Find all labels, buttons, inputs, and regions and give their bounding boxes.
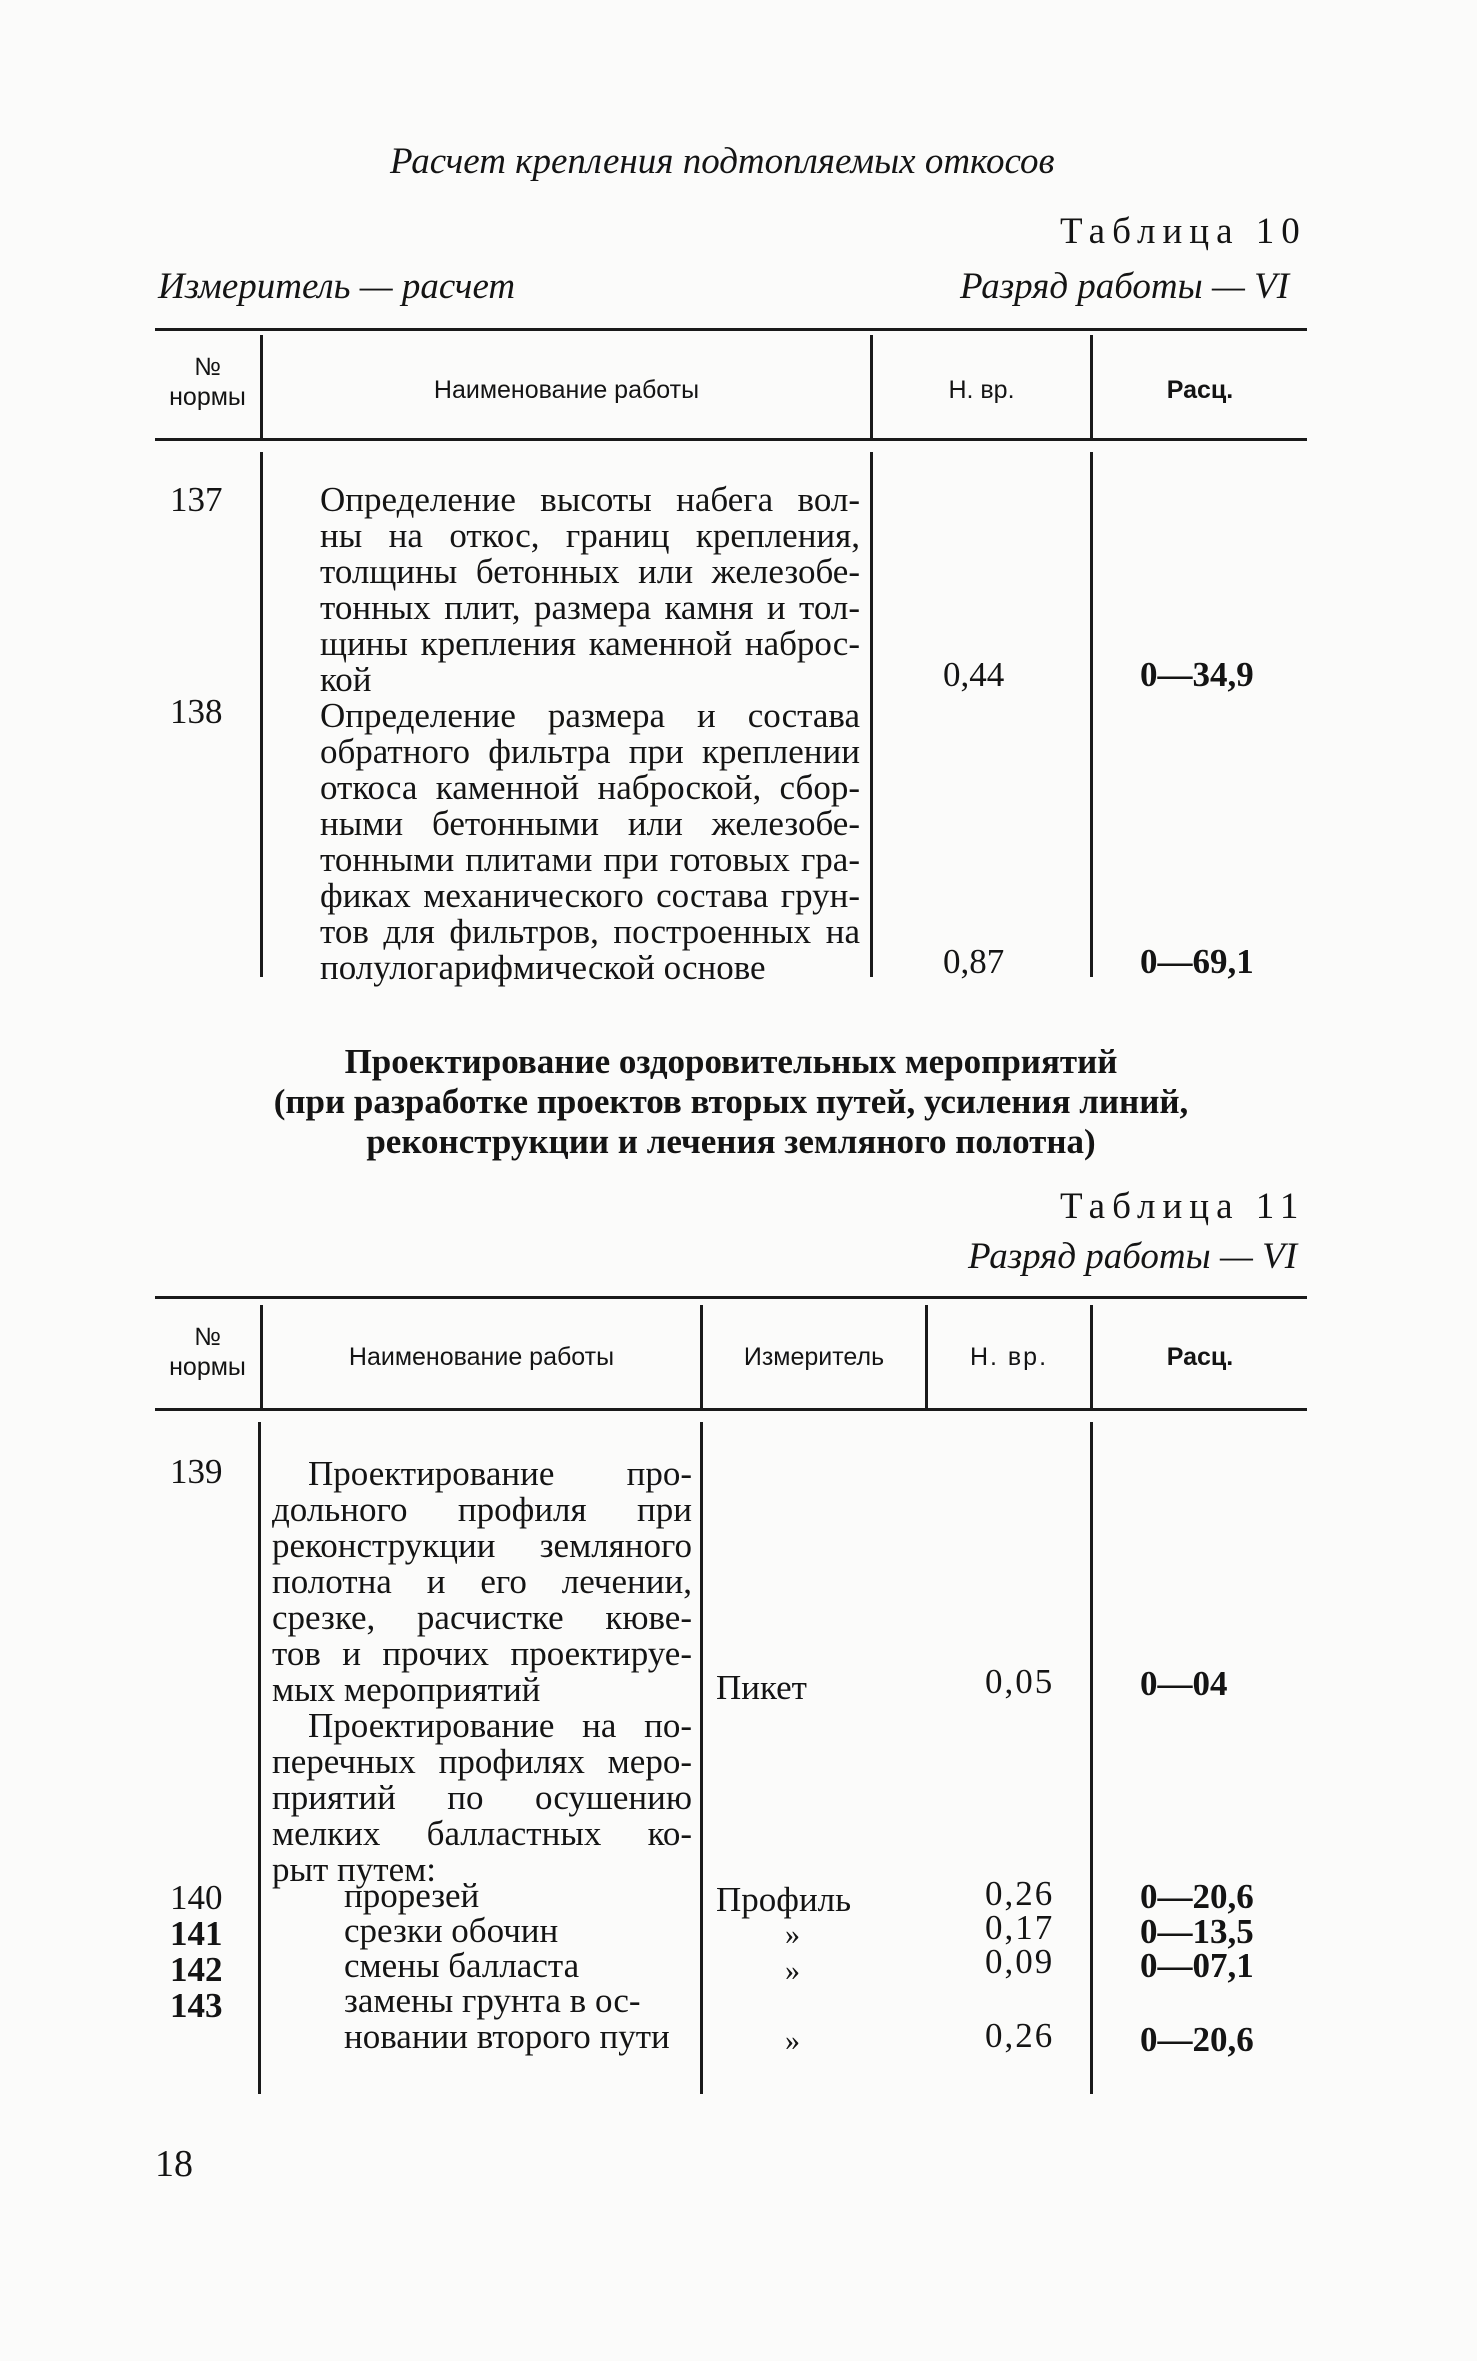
table10-header-rate: Расц. bbox=[1166, 376, 1234, 404]
row-rate: 0—07,1 bbox=[1140, 1946, 1254, 1985]
table11-body-divider bbox=[700, 1422, 703, 2094]
desc-line: новании второго пути bbox=[344, 2017, 670, 2056]
desc-line: реконструкции земляного bbox=[272, 1526, 692, 1565]
desc-line: полулогарифмической основе bbox=[320, 948, 766, 987]
intro-description bbox=[272, 1708, 692, 1888]
desc-line: замены грунта в ос- bbox=[344, 1981, 641, 2020]
row-measure: » bbox=[785, 1918, 800, 1951]
desc-line: кой bbox=[320, 660, 372, 699]
header-no-word: нормы bbox=[169, 383, 246, 411]
table11-header-hvr: Н. вр. bbox=[969, 1343, 1049, 1371]
desc-line: ны на откос, границ крепления, bbox=[320, 516, 860, 555]
desc-line: рыт путем: bbox=[272, 1850, 436, 1889]
row-description: прорезей bbox=[344, 1876, 480, 1915]
desc-line: тонными плитами при готовых гра- bbox=[320, 840, 860, 879]
row-description bbox=[320, 482, 860, 698]
table10-header-name: Наименование работы bbox=[433, 376, 700, 404]
desc-line: полотна и его лечении, bbox=[272, 1562, 692, 1601]
table10-grade: Разряд работы — VI bbox=[960, 266, 1290, 307]
table11-header-name: Наименование работы bbox=[348, 1343, 615, 1371]
row-description bbox=[320, 698, 860, 986]
row-number: 142 bbox=[170, 1950, 223, 1989]
table10-body-divider bbox=[870, 452, 873, 977]
table10-body-divider bbox=[1090, 452, 1093, 977]
desc-line: обратного фильтра при креплении bbox=[320, 732, 860, 771]
table10-body-divider bbox=[260, 452, 263, 977]
table10-label: Таблица 10 bbox=[1060, 211, 1307, 252]
section2-title-line: (при разработке проектов вторых путей, усиления линий, bbox=[273, 1082, 1189, 1121]
row-rate: 0—69,1 bbox=[1140, 942, 1254, 981]
row-hvr: 0,26 bbox=[985, 2016, 1055, 2055]
table11-label: Таблица 11 bbox=[1060, 1186, 1306, 1227]
row-description bbox=[272, 1456, 692, 1708]
section2-title-line: Проектирование оздоровительных мероприятий bbox=[344, 1042, 1118, 1081]
desc-line: приятий по осушению bbox=[272, 1778, 692, 1817]
row-hvr: 0,09 bbox=[985, 1942, 1055, 1981]
table11-grade: Разряд работы — VI bbox=[968, 1236, 1298, 1277]
row-rate: 0—04 bbox=[1140, 1664, 1228, 1703]
desc-line: щины крепления каменной наброс- bbox=[320, 624, 860, 663]
desc-line: ными бетонными или железобе- bbox=[320, 804, 860, 843]
row-hvr: 0,17 bbox=[985, 1908, 1055, 1947]
row-measure: Профиль bbox=[716, 1880, 852, 1919]
desc-line: Проектирование про- bbox=[308, 1454, 692, 1493]
row-hvr: 0,44 bbox=[943, 655, 1005, 694]
table11-header-rule bbox=[155, 1408, 1307, 1411]
row-description: срезки обочин bbox=[344, 1911, 559, 1950]
table11-body-divider bbox=[1090, 1422, 1093, 2094]
row-number: 143 bbox=[170, 1986, 223, 2025]
row-number: 139 bbox=[170, 1452, 223, 1491]
header-no-symbol: № bbox=[194, 1323, 221, 1351]
table10-header-hvr: Н. вр. bbox=[948, 376, 1015, 404]
row-number: 138 bbox=[170, 692, 223, 731]
row-rate: 0—34,9 bbox=[1140, 655, 1254, 694]
table11-header-no bbox=[155, 1322, 260, 1382]
table11-body-divider bbox=[258, 1422, 261, 2094]
row-number: 137 bbox=[170, 480, 223, 519]
row-hvr: 0,87 bbox=[943, 942, 1005, 981]
desc-line: Определение размера и состава bbox=[320, 696, 860, 735]
row-number: 141 bbox=[170, 1914, 223, 1953]
desc-line: дольного профиля при bbox=[272, 1490, 692, 1529]
row-description: смены балласта bbox=[344, 1946, 580, 1985]
row-measure: » bbox=[785, 1954, 800, 1987]
table10-header-no bbox=[155, 352, 260, 412]
desc-line: срезке, расчистке кюве- bbox=[272, 1598, 692, 1637]
header-no-word: нормы bbox=[169, 1353, 246, 1381]
desc-line: тов для фильтров, построенных на bbox=[320, 912, 860, 951]
table10-top-rule bbox=[155, 328, 1307, 331]
desc-line: мых мероприятий bbox=[272, 1670, 541, 1709]
row-rate: 0—20,6 bbox=[1140, 2020, 1254, 2059]
desc-line: Проектирование на по- bbox=[308, 1706, 692, 1745]
desc-line: тонных плит, размера камня и тол- bbox=[320, 588, 860, 627]
desc-line: Определение высоты набега вол- bbox=[320, 480, 860, 519]
desc-line: тов и прочих проектируе- bbox=[272, 1634, 692, 1673]
row-number: 140 bbox=[170, 1878, 223, 1917]
table11-top-rule bbox=[155, 1296, 1307, 1299]
table11-header-measure: Измеритель bbox=[743, 1343, 885, 1371]
table10-header-rule bbox=[155, 438, 1307, 441]
section2-title-line: реконструкции и лечения земляного полотна) bbox=[366, 1122, 1096, 1161]
row-description bbox=[344, 1983, 670, 2055]
header-no-symbol: № bbox=[194, 353, 221, 381]
desc-line: фиках механического состава грун- bbox=[320, 876, 860, 915]
desc-line: толщины бетонных или железобе- bbox=[320, 552, 860, 591]
row-rate: 0—13,5 bbox=[1140, 1912, 1254, 1951]
table11-header-rate: Расц. bbox=[1166, 1343, 1234, 1371]
row-measure: » bbox=[785, 2024, 800, 2057]
page-number: 18 bbox=[155, 2143, 193, 2185]
section1-title: Расчет крепления подтопляемых откосов bbox=[390, 141, 1055, 182]
row-hvr: 0,05 bbox=[985, 1662, 1055, 1701]
section2-title bbox=[155, 1042, 1307, 1162]
row-hvr: 0,26 bbox=[985, 1874, 1055, 1913]
table10-measure: Измеритель — расчет bbox=[158, 266, 516, 307]
row-measure: Пикет bbox=[716, 1668, 807, 1707]
desc-line: мелких балластных ко- bbox=[272, 1814, 692, 1853]
row-rate: 0—20,6 bbox=[1140, 1877, 1254, 1916]
desc-line: перечных профилях меро- bbox=[272, 1742, 692, 1781]
desc-line: откоса каменной наброской, сбор- bbox=[320, 768, 860, 807]
